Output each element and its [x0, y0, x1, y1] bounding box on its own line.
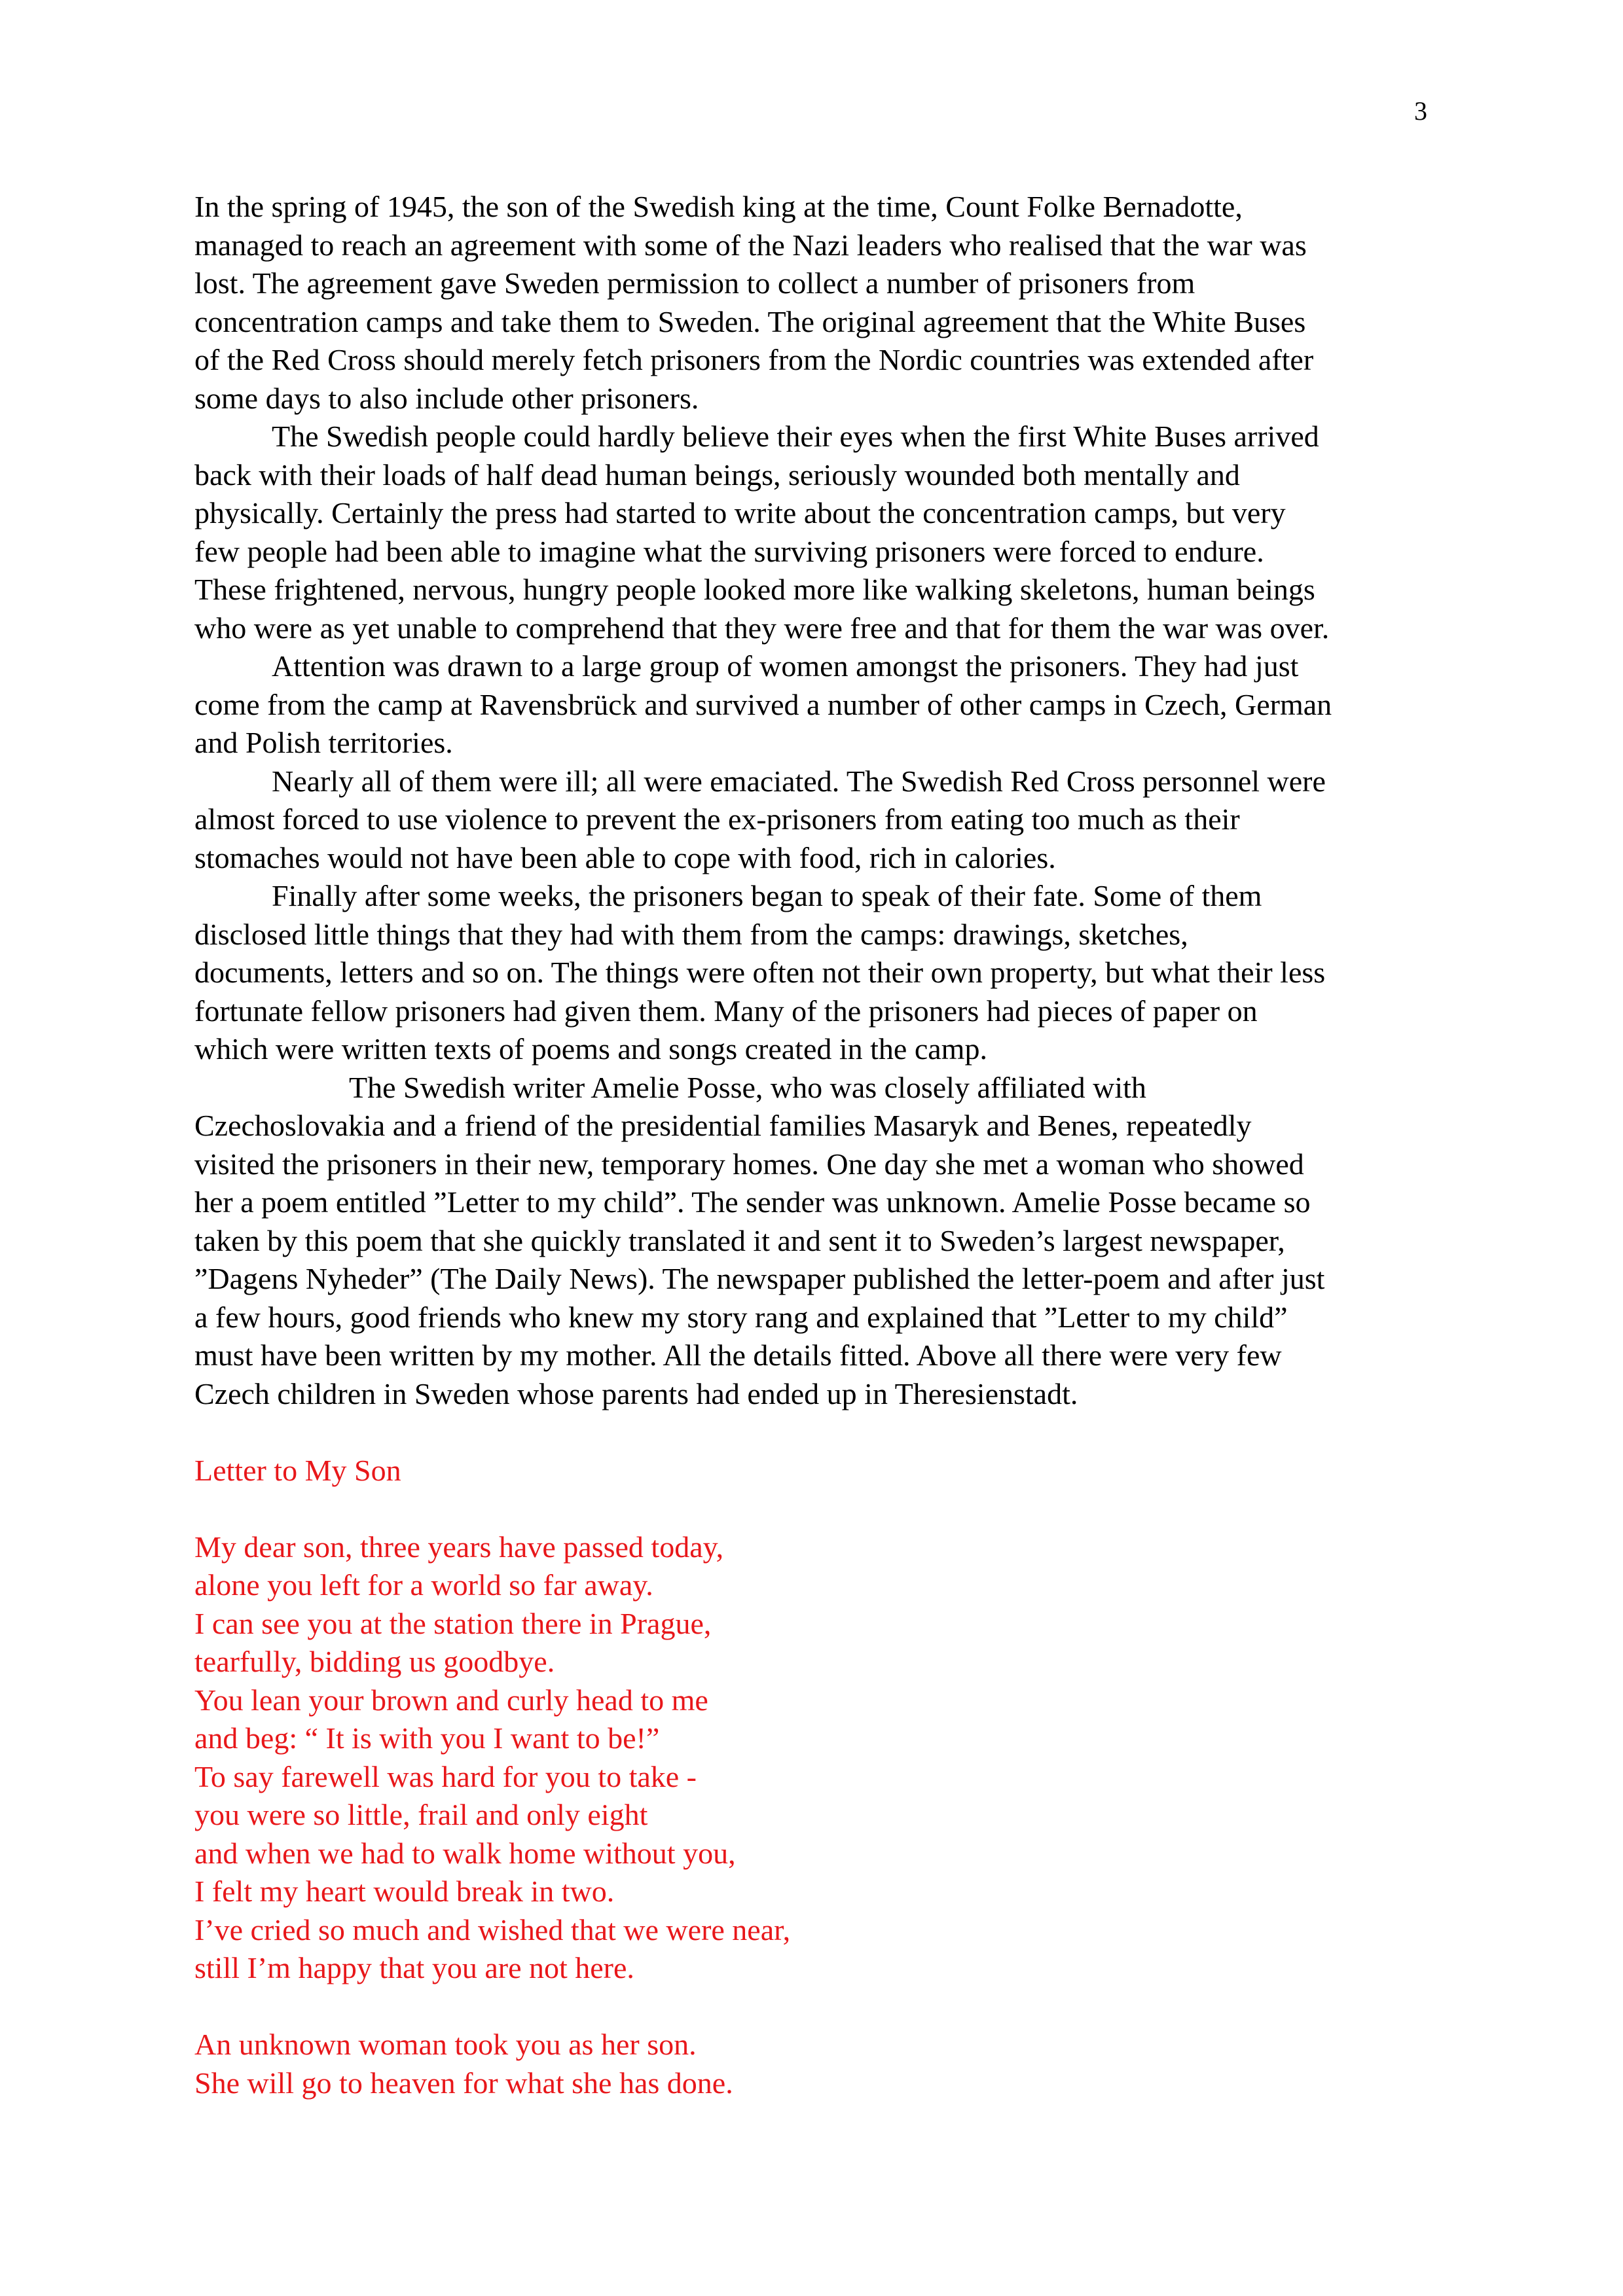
- text-line: managed to reach an agreement with some of the Nazi leaders who realised that the war was: [194, 228, 1307, 262]
- paragraph-4: [194, 762, 1471, 878]
- text-line: ”Dagens Nyheder” (The Daily News). The newspaper published the letter-poem and after just: [194, 1262, 1325, 1295]
- text-line: few people had been able to imagine what the surviving prisoners were forced to endure.: [194, 534, 1264, 568]
- paragraph-6: [194, 1069, 1471, 1414]
- poem-line: I’ve cried so much and wished that we were near,: [194, 1912, 791, 1946]
- poem-line: An unknown woman took you as her son.: [194, 2028, 697, 2061]
- body-text: [194, 188, 1471, 2102]
- text-line: of the Red Cross should merely fetch prisoners from the Nordic countries was extended after: [194, 343, 1314, 376]
- poem: [194, 1452, 1471, 2103]
- text-line: almost forced to use violence to prevent the ex-prisoners from eating too much as their: [194, 802, 1240, 836]
- text-line: which were written texts of poems and songs created in the camp.: [194, 1032, 987, 1066]
- text-line: lost. The agreement gave Sweden permission to collect a number of prisoners from: [194, 266, 1195, 300]
- text-line: must have been written by my mother. All the details fitted. Above all there were very few: [194, 1338, 1282, 1372]
- paragraph-5: [194, 877, 1471, 1069]
- text-line: Attention was drawn to a large group of women amongst the prisoners. They had just: [272, 649, 1299, 683]
- paragraph-1: [194, 188, 1471, 418]
- poem-line: I can see you at the station there in Prague,: [194, 1606, 712, 1640]
- paragraph-2: [194, 418, 1471, 647]
- text-line: back with their loads of half dead human beings, seriously wounded both mentally and: [194, 457, 1240, 492]
- poem-line: alone you left for a world so far away.: [194, 1568, 653, 1602]
- poem-line: To say farewell was hard for you to take -: [194, 1759, 697, 1793]
- paragraph-3: [194, 647, 1471, 762]
- text-line: The Swedish people could hardly believe their eyes when the first White Buses arrived: [272, 420, 1319, 453]
- text-line: come from the camp at Ravensbrück and survived a number of other camps in Czech, German: [194, 687, 1332, 721]
- poem-line: and when we had to walk home without you,: [194, 1836, 736, 1870]
- text-line: her a poem entitled ”Letter to my child”. The sender was unknown. Amelie Posse became so: [194, 1185, 1311, 1219]
- text-line: documents, letters and so on. The things were often not their own property, but what their less: [194, 956, 1326, 989]
- poem-line: My dear son, three years have passed today,: [194, 1530, 724, 1564]
- text-line: These frightened, nervous, hungry people looked more like walking skeletons, human beings: [194, 573, 1315, 606]
- page-number: 3: [1414, 96, 1427, 126]
- text-line: a few hours, good friends who knew my story rang and explained that ”Letter to my child”: [194, 1300, 1288, 1334]
- text-line: Czech children in Sweden whose parents had ended up in Theresienstadt.: [194, 1376, 1078, 1410]
- text-line: Finally after some weeks, the prisoners began to speak of their fate. Some of them: [272, 879, 1262, 912]
- poem-line: You lean your brown and curly head to me: [194, 1683, 708, 1717]
- text-line: physically. Certainly the press had started to write about the concentration camps, but very: [194, 496, 1286, 529]
- poem-line: tearfully, bidding us goodbye.: [194, 1645, 555, 1678]
- text-line: visited the prisoners in their new, temporary homes. One day she met a woman who showed: [194, 1147, 1304, 1181]
- text-line: Nearly all of them were ill; all were emaciated. The Swedish Red Cross personnel were: [272, 764, 1326, 798]
- poem-line: I felt my heart would break in two.: [194, 1874, 615, 1908]
- text-line: who were as yet unable to comprehend that they were free and that for them the war was over.: [194, 611, 1330, 645]
- poem-line: you were so little, frail and only eight: [194, 1798, 648, 1831]
- text-line: taken by this poem that she quickly translated it and sent it to Sweden’s largest newspaper,: [194, 1223, 1285, 1257]
- text-line: fortunate fellow prisoners had given them. Many of the prisoners had pieces of paper on: [194, 994, 1258, 1028]
- poem-line: She will go to heaven for what she has done.: [194, 2066, 733, 2100]
- text-line: some days to also include other prisoners.: [194, 381, 699, 415]
- text-line: In the spring of 1945, the son of the Swedish king at the time, Count Folke Bernadotte,: [194, 190, 1243, 223]
- text-line: disclosed little things that they had with them from the camps: drawings, sketches,: [194, 917, 1188, 951]
- poem-line: still I’m happy that you are not here.: [194, 1951, 634, 1984]
- text-line: and Polish territories.: [194, 726, 453, 759]
- poem-stanza-2: [194, 2026, 1471, 2102]
- poem-line: and beg: “ It is with you I want to be!”: [194, 1721, 660, 1755]
- poem-title: Letter to My Son: [194, 1453, 401, 1487]
- text-line: Czechoslovakia and a friend of the presidential families Masaryk and Benes, repeatedly: [194, 1109, 1252, 1142]
- text-line: The Swedish writer Amelie Posse, who was closely affiliated with: [349, 1070, 1146, 1104]
- poem-stanza-1: [194, 1528, 1471, 1988]
- text-line: concentration camps and take them to Sweden. The original agreement that the White Buses: [194, 304, 1306, 338]
- text-line: stomaches would not have been able to cope with food, rich in calories.: [194, 840, 1056, 874]
